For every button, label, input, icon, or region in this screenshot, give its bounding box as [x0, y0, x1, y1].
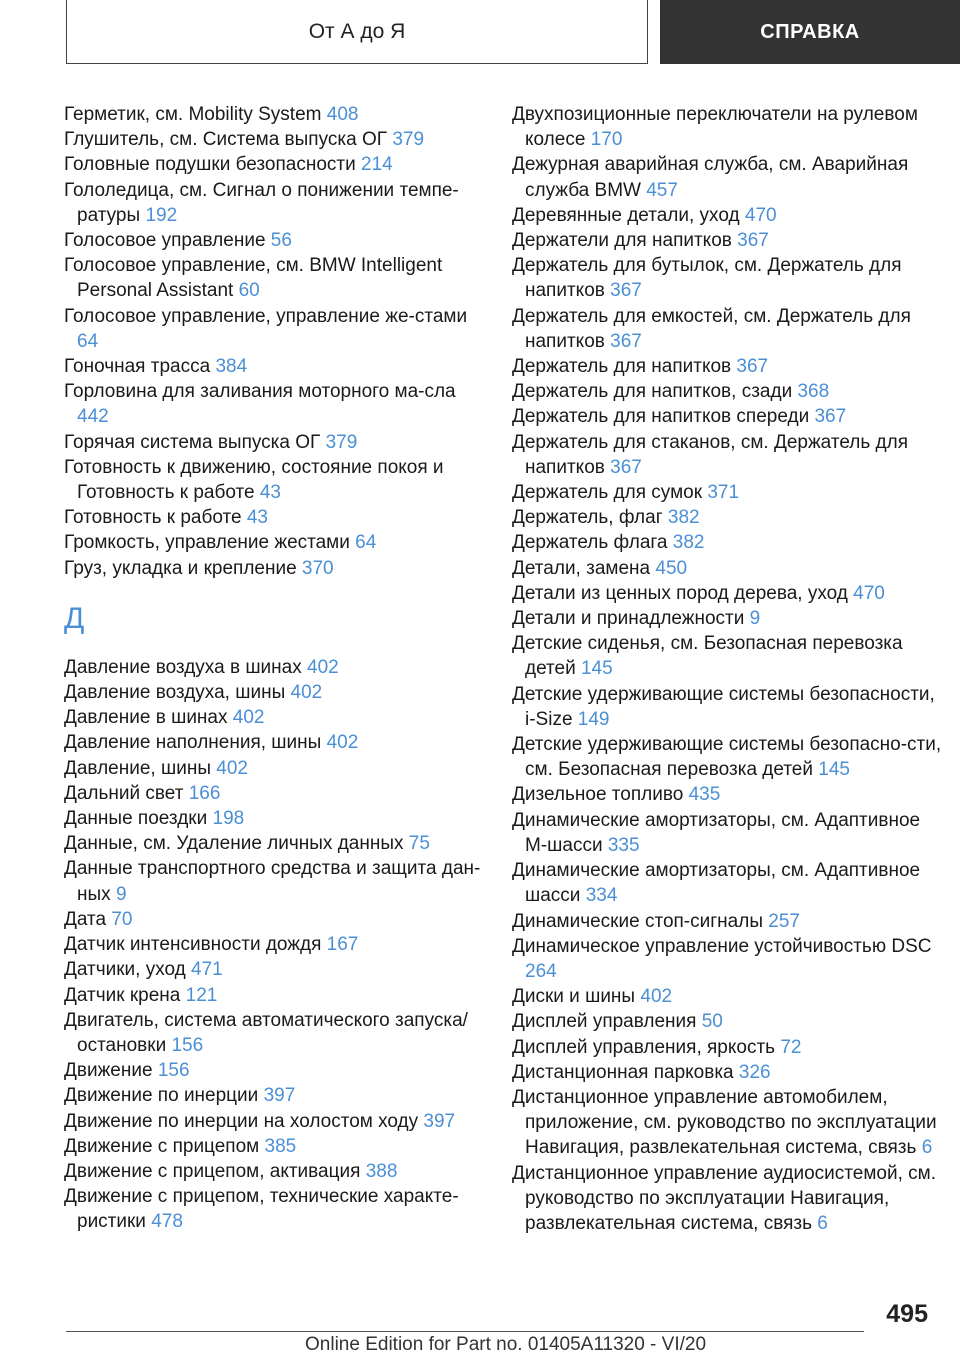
index-term: Головные подушки безопасности: [64, 154, 356, 176]
index-term: Движение с прицепом, технические характе-ристики: [64, 1186, 459, 1233]
index-entry: [512, 404, 942, 429]
index-entry: [512, 102, 942, 152]
index-entry: [64, 379, 484, 429]
page-link[interactable]: 470: [744, 204, 777, 226]
index-entry: [512, 430, 942, 480]
page-link[interactable]: 367: [737, 230, 769, 252]
index-term: Движение по инерции на холостом ходу: [64, 1110, 419, 1132]
index-entry: [512, 1009, 942, 1034]
index-term: Движение с прицепом, активация: [64, 1160, 361, 1182]
index-term: Датчик интенсивности дождя: [64, 934, 322, 956]
index-entry: [64, 178, 484, 228]
footer-edition-text: Online Edition for Part no. 01405A11320 - VI/20: [305, 1334, 707, 1355]
index-term: Герметик, см. Mobility System: [64, 104, 322, 125]
page-link[interactable]: 402: [290, 682, 323, 704]
index-term: Дальний свет: [64, 782, 184, 804]
page-link[interactable]: 50: [701, 1011, 723, 1033]
index-entry: [64, 253, 484, 303]
index-term: Держатель, флаг: [512, 507, 663, 529]
page-link[interactable]: 402: [232, 707, 265, 729]
index-entry: [512, 505, 942, 530]
index-term: Держатель для напитков спереди: [512, 406, 810, 428]
index-column-left: [64, 102, 484, 1235]
index-entry: [64, 655, 484, 680]
index-entry: [512, 556, 942, 581]
index-entry: [512, 152, 942, 202]
index-term: Дистанционное управление аудиосистемой, см. руководство по эксплуатации Навигация, развлекательная система, связь: [512, 1162, 936, 1234]
page-link[interactable]: 43: [259, 482, 281, 504]
page-link[interactable]: 370: [301, 557, 334, 579]
page-link[interactable]: 149: [577, 708, 610, 730]
page-link[interactable]: 257: [768, 910, 800, 932]
index-entry: [512, 379, 942, 404]
page-link[interactable]: 402: [326, 732, 359, 754]
page-link[interactable]: 450: [655, 557, 688, 579]
index-term: Держатель для емкостей, см. Держатель для напитков: [512, 305, 911, 352]
index-term: Дизельное топливо: [512, 784, 684, 806]
index-entry: [512, 984, 942, 1009]
index-entry: [64, 152, 484, 177]
index-term: Давление наполнения, шины: [64, 732, 322, 754]
index-entry: [512, 1161, 942, 1237]
index-term: Детали, замена: [512, 557, 651, 579]
index-entry: [64, 556, 484, 581]
page-link[interactable]: 384: [215, 356, 248, 378]
index-entry: [64, 127, 484, 152]
index-entry: [64, 530, 484, 555]
page-link[interactable]: 170: [590, 129, 623, 151]
index-term: Давление в шинах: [64, 707, 228, 729]
page-link[interactable]: 156: [171, 1034, 204, 1056]
index-group-d-continued: [512, 102, 942, 1236]
page-link[interactable]: 367: [814, 406, 847, 428]
page-link[interactable]: 367: [736, 356, 769, 378]
index-entry: [512, 304, 942, 354]
index-term: Детские удерживающие системы безопасности, i-Size: [512, 683, 935, 730]
page-link[interactable]: 402: [216, 757, 248, 779]
index-term: Деревянные детали, уход: [512, 204, 740, 226]
index-term: Громкость, управление жестами: [64, 532, 350, 554]
tab-help[interactable]: [660, 0, 960, 64]
index-term: Давление воздуха в шинах: [64, 656, 302, 678]
index-entry: [64, 1008, 484, 1058]
index-term: Дистанционное управление автомобилем, приложение, см. руководство по эксплуатации Навигация, развлекательная система, связь: [512, 1086, 937, 1159]
page-link[interactable]: 402: [307, 656, 339, 678]
index-entry: [64, 806, 484, 831]
tab-a-to-z[interactable]: [66, 0, 648, 64]
index-term: Горловина для заливания моторного ма-сла: [64, 381, 456, 403]
page-link[interactable]: 64: [355, 532, 377, 554]
index-term: Датчик крена: [64, 984, 181, 1006]
page-link[interactable]: 56: [270, 230, 292, 252]
page-link[interactable]: 166: [188, 782, 221, 804]
index-entry: [64, 957, 484, 982]
index-entry: [512, 1060, 942, 1085]
index-term: Динамические амортизаторы, см. Адаптивное M-шасси: [512, 809, 921, 856]
index-term: Горячая система выпуска ОГ: [64, 431, 321, 453]
page-link[interactable]: 382: [667, 507, 700, 529]
index-entry: [64, 1083, 484, 1108]
page-link[interactable]: 478: [151, 1211, 183, 1233]
page-link[interactable]: 75: [408, 833, 430, 855]
page-link[interactable]: 435: [688, 784, 721, 806]
page-link[interactable]: 192: [145, 204, 178, 226]
index-entry: [512, 228, 942, 253]
page-link[interactable]: 64: [77, 330, 99, 352]
index-term: Держатель для сумок: [512, 482, 703, 504]
page-link[interactable]: 379: [325, 431, 358, 453]
footer-divider: [66, 1331, 864, 1332]
tab-help-label: СПРАВКА: [760, 20, 860, 43]
page-link[interactable]: 70: [111, 908, 133, 930]
index-entry: [512, 808, 942, 858]
index-term: Дистанционная парковка: [512, 1061, 734, 1083]
index-term: Детали из ценных пород дерева, уход: [512, 582, 848, 604]
index-entry: [64, 932, 484, 957]
index-entry: [512, 253, 942, 303]
index-term: Голосовое управление: [64, 230, 266, 252]
index-entry: [64, 1184, 484, 1234]
index-entry: [64, 304, 484, 354]
index-term: Глушитель, см. Система выпуска ОГ: [64, 129, 388, 151]
index-column-right: [512, 102, 942, 1236]
index-entry: [64, 680, 484, 705]
index-term: Давление воздуха, шины: [64, 682, 286, 704]
page-link[interactable]: 43: [246, 507, 268, 529]
index-term: Датчики, уход: [64, 959, 186, 981]
index-entry: [64, 856, 484, 906]
index-entry: [512, 909, 942, 934]
index-term: Держатель для напитков, сзади: [512, 381, 793, 403]
tab-a-to-z-label: От А до Я: [308, 19, 406, 43]
index-term: Детали и принадлежности: [512, 608, 745, 630]
page-link[interactable]: 121: [185, 984, 218, 1006]
index-term: Движение: [64, 1060, 153, 1082]
page-link[interactable]: 408: [326, 104, 359, 125]
index-term: Дисплей управления, яркость: [512, 1036, 776, 1058]
index-entry: [64, 505, 484, 530]
page-link[interactable]: 214: [361, 154, 393, 176]
page-number: 495: [886, 1300, 928, 1328]
index-term: Дисплей управления: [512, 1011, 697, 1033]
index-entry: [64, 831, 484, 856]
page-link[interactable]: 388: [365, 1160, 398, 1182]
index-entry: [64, 430, 484, 455]
index-entry: [64, 354, 484, 379]
index-term: Гололедица, см. Сигнал о понижении темпе-ратуры: [64, 179, 459, 226]
index-entry: [512, 606, 942, 631]
index-group-g: [64, 102, 484, 581]
page-link[interactable]: 6: [817, 1212, 828, 1234]
index-term: Голосовое управление, см. BMW Intelligent Personal Assistant: [64, 255, 443, 302]
index-term: Гоночная трасса: [64, 356, 211, 378]
index-term: Детские удерживающие системы безопасно-сти, см. Безопасная перевозка детей: [512, 734, 942, 781]
index-term: Движение по инерции: [64, 1085, 259, 1107]
page-link[interactable]: 382: [672, 532, 705, 554]
index-group-d: [64, 655, 484, 1235]
page-link[interactable]: 367: [610, 330, 642, 352]
page-link[interactable]: 326: [738, 1061, 771, 1083]
page-link[interactable]: 457: [646, 179, 678, 201]
index-term: Давление, шины: [64, 757, 211, 779]
index-entry: [512, 782, 942, 807]
index-entry: [512, 530, 942, 555]
page-link[interactable]: 367: [610, 280, 642, 302]
page-link[interactable]: 402: [640, 986, 673, 1008]
page-link[interactable]: 72: [780, 1036, 802, 1058]
index-term: Динамические амортизаторы, см. Адаптивное шасси: [512, 860, 921, 907]
index-entry: [64, 102, 484, 127]
index-term: Груз, укладка и крепление: [64, 557, 297, 579]
index-term: Готовность к работе: [64, 507, 242, 529]
index-term: Дата: [64, 908, 107, 930]
index-entry: [64, 1134, 484, 1159]
page-link[interactable]: 334: [585, 885, 618, 907]
page-link[interactable]: 397: [423, 1110, 456, 1132]
index-term: Динамические стоп-сигналы: [512, 910, 763, 932]
page-link[interactable]: 471: [191, 959, 223, 981]
index-term: Двигатель, система автоматического запуска/ остановки: [64, 1009, 468, 1056]
page-link[interactable]: 198: [212, 808, 245, 830]
page-link[interactable]: 264: [525, 960, 557, 982]
page-link[interactable]: 379: [392, 129, 425, 151]
index-entry: [64, 983, 484, 1008]
page-link[interactable]: 385: [264, 1135, 297, 1157]
index-term: Детские сиденья, см. Безопасная перевозка детей: [512, 633, 903, 680]
index-entry: [512, 732, 942, 782]
index-entry: [512, 934, 942, 984]
index-term: Дежурная аварийная служба, см. Аварийная служба BMW: [512, 154, 909, 201]
page-link[interactable]: 145: [818, 759, 850, 781]
page-link[interactable]: 367: [610, 456, 642, 478]
page-link[interactable]: 60: [238, 280, 260, 302]
page-link[interactable]: 470: [853, 582, 885, 604]
page-link[interactable]: 9: [115, 883, 127, 905]
index-term: Держатель для стаканов, см. Держатель для напитков: [512, 431, 908, 478]
page-link[interactable]: 167: [326, 934, 359, 956]
index-term: Двухпозиционные переключатели на рулевом колесе: [512, 104, 918, 151]
index-term: Готовность к движению, состояние покоя и Готовность к работе: [64, 456, 444, 504]
index-entry: [512, 858, 942, 908]
index-term: Данные транспортного средства и защита дан-ных: [64, 858, 481, 905]
index-entry: [64, 730, 484, 755]
page-link[interactable]: 335: [607, 834, 640, 856]
index-entry: [512, 581, 942, 606]
index-entry: [64, 756, 484, 781]
index-term: Держатель флага: [512, 532, 668, 554]
index-term: Держатель для бутылок, см. Держатель для напитков: [512, 255, 902, 302]
index-entry: [64, 907, 484, 932]
index-entry: [64, 228, 484, 253]
page-link[interactable]: 442: [77, 406, 109, 428]
page-link[interactable]: 397: [263, 1085, 296, 1107]
page-link[interactable]: 371: [707, 482, 740, 504]
index-term: Движение с прицепом: [64, 1135, 260, 1157]
page-link[interactable]: 9: [749, 608, 761, 630]
index-term: Диски и шины: [512, 986, 636, 1008]
index-entry: [64, 1109, 484, 1134]
index-term: Держатели для напитков: [512, 230, 732, 252]
index-term: Динамическое управление устойчивостью DSC: [512, 935, 932, 957]
index-entry: [64, 1159, 484, 1184]
index-entry: [512, 682, 942, 732]
index-entry: [512, 354, 942, 379]
index-entry: [64, 1058, 484, 1083]
index-entry: [64, 781, 484, 806]
index-entry: [512, 1035, 942, 1060]
page-link[interactable]: 156: [157, 1060, 190, 1082]
index-term: Данные, см. Удаление личных данных: [64, 833, 404, 855]
section-letter-d: Д: [64, 601, 85, 635]
index-term: Данные поездки: [64, 808, 208, 830]
page-link[interactable]: 6: [921, 1137, 933, 1159]
index-term: Голосовое управление, управление же-стами: [64, 305, 468, 327]
index-entry: [64, 455, 484, 505]
index-entry: [512, 631, 942, 681]
page-link[interactable]: 368: [797, 381, 830, 403]
index-entry: [512, 1085, 942, 1161]
index-entry: [64, 705, 484, 730]
index-entry: [512, 480, 942, 505]
page-link[interactable]: 145: [580, 658, 613, 680]
index-entry: [512, 203, 942, 228]
index-term: Держатель для напитков: [512, 356, 732, 378]
